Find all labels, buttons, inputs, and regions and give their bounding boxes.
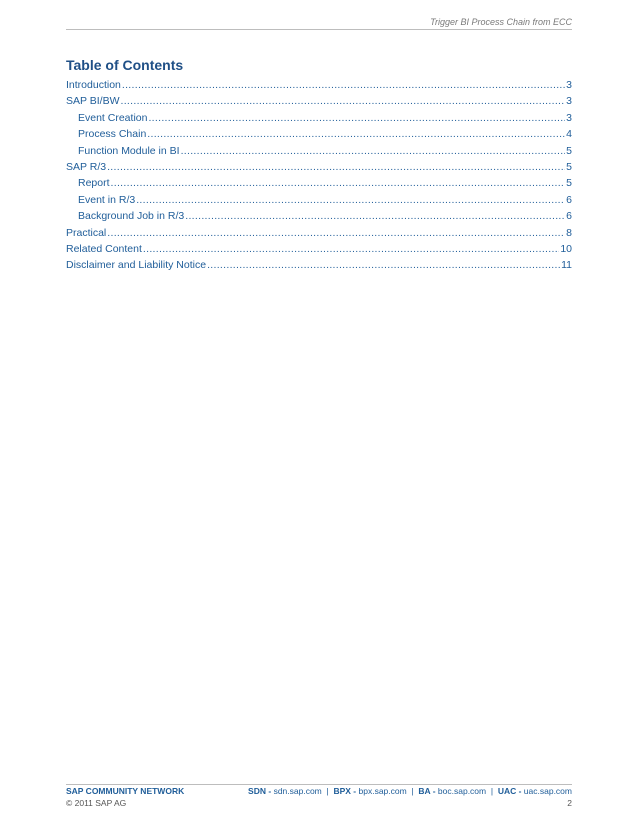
- toc-entry-page: 3: [566, 95, 572, 108]
- toc-entry-label: Introduction: [66, 79, 121, 91]
- toc-entry-label: Related Content: [66, 242, 142, 255]
- footer-uac-label: UAC -: [497, 786, 522, 796]
- toc-entry-report[interactable]: [66, 175, 572, 191]
- toc-dot-leader: [136, 192, 565, 208]
- toc-dot-leader: [143, 241, 559, 257]
- toc-entry-practical[interactable]: [66, 225, 572, 241]
- toc-entry-page: 6: [566, 210, 572, 223]
- toc-entry-sap-bi-bw[interactable]: [66, 93, 572, 109]
- toc-dot-leader: [148, 110, 565, 126]
- toc-entry-label: SAP BI/BW: [66, 95, 120, 108]
- table-of-contents: [66, 77, 572, 274]
- footer-ba-label: BA -: [418, 786, 436, 796]
- toc-dot-leader: [122, 77, 565, 93]
- toc-entry-label: Function Module in BI: [78, 144, 180, 157]
- toc-entry-event-in-r3[interactable]: [66, 192, 572, 208]
- toc-entry-page: 3: [566, 111, 572, 124]
- toc-dot-leader: [185, 208, 565, 224]
- toc-entry-page: 11: [561, 259, 572, 272]
- footer-separator: |: [490, 786, 494, 796]
- toc-entry-page: 10: [560, 242, 572, 255]
- footer-divider: [66, 784, 572, 785]
- toc-entry-sap-r3[interactable]: [66, 159, 572, 175]
- footer-bpx-label: BPX -: [333, 786, 357, 796]
- toc-entry-related-content[interactable]: [66, 241, 572, 257]
- toc-entry-introduction[interactable]: [66, 77, 572, 93]
- toc-dot-leader: [207, 257, 560, 273]
- toc-entry-label: SAP R/3: [66, 160, 107, 173]
- toc-dot-leader: [111, 175, 566, 191]
- toc-entry-label: Process Chain: [78, 128, 147, 141]
- toc-dot-leader: [121, 93, 566, 109]
- toc-entry-disclaimer[interactable]: [66, 257, 572, 273]
- toc-entry-page: 5: [566, 177, 572, 190]
- toc-entry-event-creation[interactable]: [66, 110, 572, 126]
- footer-copyright: © 2011 SAP AG: [66, 798, 127, 808]
- toc-entry-page: 5: [566, 144, 572, 157]
- toc-entry-label: Event in R/3: [78, 193, 136, 206]
- footer-site-links: [248, 786, 572, 796]
- footer-ba-link[interactable]: boc.sap.com: [437, 786, 487, 796]
- toc-entry-function-module-in-bi[interactable]: [66, 143, 572, 159]
- toc-dot-leader: [181, 143, 566, 159]
- toc-entry-label: Background Job in R/3: [78, 210, 185, 223]
- toc-entry-page: 4: [566, 128, 572, 141]
- toc-entry-label: Report: [78, 177, 110, 190]
- footer-page-number: 2: [567, 798, 572, 808]
- footer-sdn-link[interactable]: sdn.sap.com: [273, 786, 322, 796]
- toc-dot-leader: [107, 225, 565, 241]
- toc-entry-background-job-in-r3[interactable]: [66, 208, 572, 224]
- toc-heading: Table of Contents: [66, 57, 184, 73]
- toc-entry-page: 5: [566, 160, 572, 173]
- toc-entry-label: Disclaimer and Liability Notice: [66, 259, 207, 272]
- toc-entry-page: 6: [566, 193, 572, 206]
- footer-sdn-label: SDN -: [248, 786, 272, 796]
- toc-entry-label: Event Creation: [78, 111, 148, 124]
- document-header-title: Trigger BI Process Chain from ECC: [430, 17, 572, 27]
- toc-dot-leader: [107, 159, 565, 175]
- footer-bpx-link[interactable]: bpx.sap.com: [358, 786, 407, 796]
- footer-uac-link[interactable]: uac.sap.com: [523, 786, 572, 796]
- header-divider: [66, 29, 572, 30]
- toc-entry-page: 3: [566, 79, 572, 91]
- footer-separator: |: [326, 786, 329, 796]
- toc-entry-page: 8: [566, 226, 572, 239]
- toc-entry-label: Practical: [66, 226, 107, 239]
- toc-entry-process-chain[interactable]: [66, 126, 572, 142]
- toc-dot-leader: [147, 126, 565, 142]
- footer-network-name: SAP COMMUNITY NETWORK: [66, 786, 185, 796]
- footer-separator: |: [411, 786, 414, 796]
